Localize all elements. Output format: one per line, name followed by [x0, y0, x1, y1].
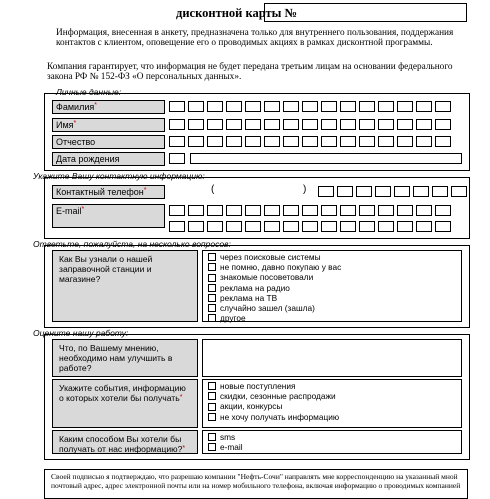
- channel-answers: [202, 430, 462, 454]
- letter-cell[interactable]: [245, 205, 261, 216]
- option-label: sms: [220, 432, 236, 442]
- letter-cell[interactable]: [356, 186, 372, 197]
- option-item[interactable]: [208, 412, 456, 422]
- letter-cell[interactable]: [169, 101, 185, 112]
- letter-cell[interactable]: [318, 186, 334, 197]
- letter-cell[interactable]: [359, 205, 375, 216]
- letter-cell[interactable]: [416, 101, 432, 112]
- email-cells-row1[interactable]: [169, 205, 451, 216]
- last-name-label: [52, 100, 165, 114]
- letter-cell[interactable]: [169, 136, 185, 147]
- option-label: реклама на радио: [220, 282, 290, 293]
- checkbox[interactable]: [208, 392, 216, 400]
- letter-cell[interactable]: [188, 119, 204, 130]
- letter-cell[interactable]: [245, 101, 261, 112]
- letter-cell[interactable]: [378, 136, 394, 147]
- letter-cell[interactable]: [378, 119, 394, 130]
- channel-question-text: Каким способом Вы хотели бы получать от нас информацию?: [59, 434, 183, 454]
- letter-cell[interactable]: [207, 221, 223, 232]
- email-label: [52, 204, 165, 228]
- letter-cell[interactable]: [397, 101, 413, 112]
- channel-options: [203, 431, 461, 453]
- letter-cell[interactable]: [435, 101, 451, 112]
- checkbox[interactable]: [208, 253, 216, 261]
- channel-question: [52, 430, 198, 454]
- letter-cell[interactable]: [416, 221, 432, 232]
- option-item[interactable]: [208, 401, 456, 411]
- letter-cell[interactable]: [397, 205, 413, 216]
- letter-cell[interactable]: [169, 119, 185, 130]
- form-title: дисконтной карты №: [176, 6, 298, 20]
- letter-cell[interactable]: [264, 221, 280, 232]
- letter-cell[interactable]: [416, 136, 432, 147]
- letter-cell[interactable]: [207, 101, 223, 112]
- letter-cell[interactable]: [283, 221, 299, 232]
- letter-cell[interactable]: [378, 221, 394, 232]
- letter-cell[interactable]: [226, 101, 242, 112]
- checkbox[interactable]: [208, 314, 216, 322]
- letter-cell[interactable]: [302, 101, 318, 112]
- letter-cell[interactable]: [397, 136, 413, 147]
- letter-cell[interactable]: [321, 101, 337, 112]
- checkbox[interactable]: [208, 443, 216, 451]
- required-star: *: [73, 120, 77, 127]
- letter-cell[interactable]: [337, 186, 353, 197]
- letter-cell[interactable]: [245, 119, 261, 130]
- contact-section-label: Укажите Вашу контактную информацию:: [33, 171, 205, 181]
- letter-cell[interactable]: [283, 136, 299, 147]
- checkbox[interactable]: [208, 433, 216, 441]
- letter-cell[interactable]: [264, 101, 280, 112]
- letter-cell[interactable]: [207, 136, 223, 147]
- letter-cell[interactable]: [435, 136, 451, 147]
- required-star: *: [143, 187, 147, 194]
- checkbox[interactable]: [208, 294, 216, 302]
- date-cell[interactable]: [169, 153, 185, 164]
- letter-cell[interactable]: [226, 205, 242, 216]
- option-label: новые поступления: [220, 381, 296, 391]
- option-item[interactable]: [208, 293, 456, 303]
- intro-paragraph: Информация, внесенная в анкету, предназначена только для внутреннего пользования, поддержания контактов с клиентом, оповещение его о проводимых акциях в рамках дисконтной программы.: [56, 28, 454, 49]
- letter-cell[interactable]: [432, 186, 448, 197]
- questions-section-label: Ответьте, пожалуйста, на несколько вопросов:: [33, 239, 231, 249]
- letter-cell[interactable]: [359, 221, 375, 232]
- option-label: другое: [220, 313, 246, 324]
- letter-cell[interactable]: [435, 119, 451, 130]
- option-label: скидки, сезонные распродажи: [220, 391, 336, 402]
- evaluation-section-label: Оцените нашу работу:: [33, 328, 129, 338]
- letter-cell[interactable]: [245, 136, 261, 147]
- letter-cell[interactable]: [340, 119, 356, 130]
- first-name-text: Имя: [56, 120, 74, 130]
- letter-cell[interactable]: [359, 101, 375, 112]
- option-item[interactable]: [208, 262, 456, 272]
- email-text: E-mail: [56, 206, 82, 216]
- required-star: *: [94, 102, 97, 109]
- letter-cell[interactable]: [397, 119, 413, 130]
- option-item[interactable]: [208, 303, 456, 313]
- letter-cell[interactable]: [188, 136, 204, 147]
- phone-paren-close: ): [303, 184, 307, 195]
- option-item[interactable]: [208, 283, 456, 293]
- option-item[interactable]: [208, 252, 456, 262]
- letter-cell[interactable]: [169, 205, 185, 216]
- required-star: *: [182, 445, 186, 452]
- letter-cell[interactable]: [283, 101, 299, 112]
- checkbox[interactable]: [208, 284, 216, 292]
- last-name-cells[interactable]: [169, 101, 451, 112]
- letter-cell[interactable]: [378, 205, 394, 216]
- letter-cell[interactable]: [283, 119, 299, 130]
- first-name-label: [52, 118, 165, 132]
- letter-cell[interactable]: [188, 221, 204, 232]
- letter-cell[interactable]: [375, 186, 391, 197]
- events-question-text: Укажите события, информацию о которых хотели бы получать: [59, 383, 186, 403]
- letter-cell[interactable]: [302, 205, 318, 216]
- option-label: знакомые посоветовали: [220, 272, 314, 283]
- letter-cell[interactable]: [264, 119, 280, 130]
- option-item[interactable]: [208, 442, 456, 452]
- how-found-options: [203, 251, 461, 324]
- letter-cell[interactable]: [188, 101, 204, 112]
- letter-cell[interactable]: [321, 205, 337, 216]
- option-label: через поисковые системы: [220, 252, 321, 262]
- letter-cell[interactable]: [378, 101, 394, 112]
- checkbox[interactable]: [208, 274, 216, 282]
- letter-cell[interactable]: [207, 205, 223, 216]
- letter-cell[interactable]: [264, 136, 280, 147]
- letter-cell[interactable]: [397, 221, 413, 232]
- intro-text: [56, 28, 466, 48]
- option-label: акции, конкурсы: [220, 401, 283, 412]
- option-label: не помню, давно покупаю у вас: [220, 262, 342, 273]
- phone-paren-open: (: [211, 184, 215, 195]
- required-star: *: [179, 394, 183, 401]
- checkbox[interactable]: [208, 403, 216, 411]
- patronymic-label: Отчество: [52, 135, 165, 149]
- phone-label: [52, 185, 165, 199]
- improve-answer-field[interactable]: [202, 339, 462, 377]
- how-found-question: Как Вы узнали о нашей заправочной станции и магазине?: [52, 250, 198, 322]
- events-answers: [202, 379, 462, 428]
- letter-cell[interactable]: [394, 186, 410, 197]
- letter-cell[interactable]: [226, 136, 242, 147]
- patronymic-cells[interactable]: [169, 136, 451, 147]
- option-label: случайно зашел (зашла): [220, 303, 315, 314]
- letter-cell[interactable]: [207, 119, 223, 130]
- letter-cell[interactable]: [321, 136, 337, 147]
- letter-cell[interactable]: [340, 136, 356, 147]
- checkbox[interactable]: [208, 263, 216, 271]
- letter-cell[interactable]: [321, 119, 337, 130]
- how-found-answers: [202, 250, 462, 322]
- letter-cell[interactable]: [188, 205, 204, 216]
- birth-date-field[interactable]: [190, 153, 462, 164]
- letter-cell[interactable]: [302, 221, 318, 232]
- option-item[interactable]: [208, 432, 456, 442]
- letter-cell[interactable]: [302, 136, 318, 147]
- events-question: [52, 379, 198, 428]
- letter-cell[interactable]: [359, 119, 375, 130]
- letter-cell[interactable]: [226, 119, 242, 130]
- last-name-text: Фамилия: [56, 102, 95, 112]
- checkbox[interactable]: [208, 413, 216, 421]
- letter-cell[interactable]: [416, 119, 432, 130]
- letter-cell[interactable]: [245, 221, 261, 232]
- letter-cell[interactable]: [413, 186, 429, 197]
- letter-cell[interactable]: [435, 205, 451, 216]
- letter-cell[interactable]: [340, 205, 356, 216]
- events-options: [203, 380, 461, 423]
- letter-cell[interactable]: [340, 221, 356, 232]
- letter-cell[interactable]: [169, 221, 185, 232]
- letter-cell[interactable]: [435, 221, 451, 232]
- phone-cells[interactable]: [318, 186, 467, 197]
- guarantee-text: Компания гарантирует, что информация не будет передана третьим лицам на основании федерального закона РФ № 152-ФЗ «О персональных данных».: [47, 62, 453, 83]
- option-label: не хочу получать информацию: [220, 411, 340, 422]
- option-item[interactable]: [208, 272, 456, 282]
- letter-cell[interactable]: [451, 186, 467, 197]
- option-label: e-mail: [220, 442, 243, 453]
- personal-section-label: Личные данные:: [56, 87, 122, 97]
- option-item[interactable]: [208, 381, 456, 391]
- letter-cell[interactable]: [264, 205, 280, 216]
- option-label: реклама на ТВ: [220, 292, 278, 303]
- checkbox[interactable]: [208, 304, 216, 312]
- checkbox[interactable]: [208, 382, 216, 390]
- letter-cell[interactable]: [283, 205, 299, 216]
- birth-date-cells[interactable]: [169, 153, 185, 164]
- card-number-field[interactable]: [264, 3, 467, 22]
- letter-cell[interactable]: [321, 221, 337, 232]
- required-star: *: [81, 206, 85, 213]
- birth-date-label: Дата рождения: [52, 152, 165, 166]
- letter-cell[interactable]: [226, 221, 242, 232]
- option-item[interactable]: [208, 313, 456, 323]
- improve-question: Что, по Вашему мнению, необходимо нам улучшить в работе?: [52, 339, 198, 377]
- phone-text: Контактный телефон: [56, 187, 144, 197]
- consent-footer: Своей подписью я подтверждаю, что разрешаю компании "Нефть-Сочи" направлять мне корреспонденцию на указанный мной почтовый адрес, адрес электронной почты или на номер мобильного телефона, включая информацию о проводимых компанией: [44, 469, 468, 499]
- letter-cell[interactable]: [340, 101, 356, 112]
- email-cells-row2[interactable]: [169, 221, 451, 232]
- letter-cell[interactable]: [302, 119, 318, 130]
- first-name-cells[interactable]: [169, 119, 451, 130]
- letter-cell[interactable]: [416, 205, 432, 216]
- option-item[interactable]: [208, 391, 456, 401]
- letter-cell[interactable]: [359, 136, 375, 147]
